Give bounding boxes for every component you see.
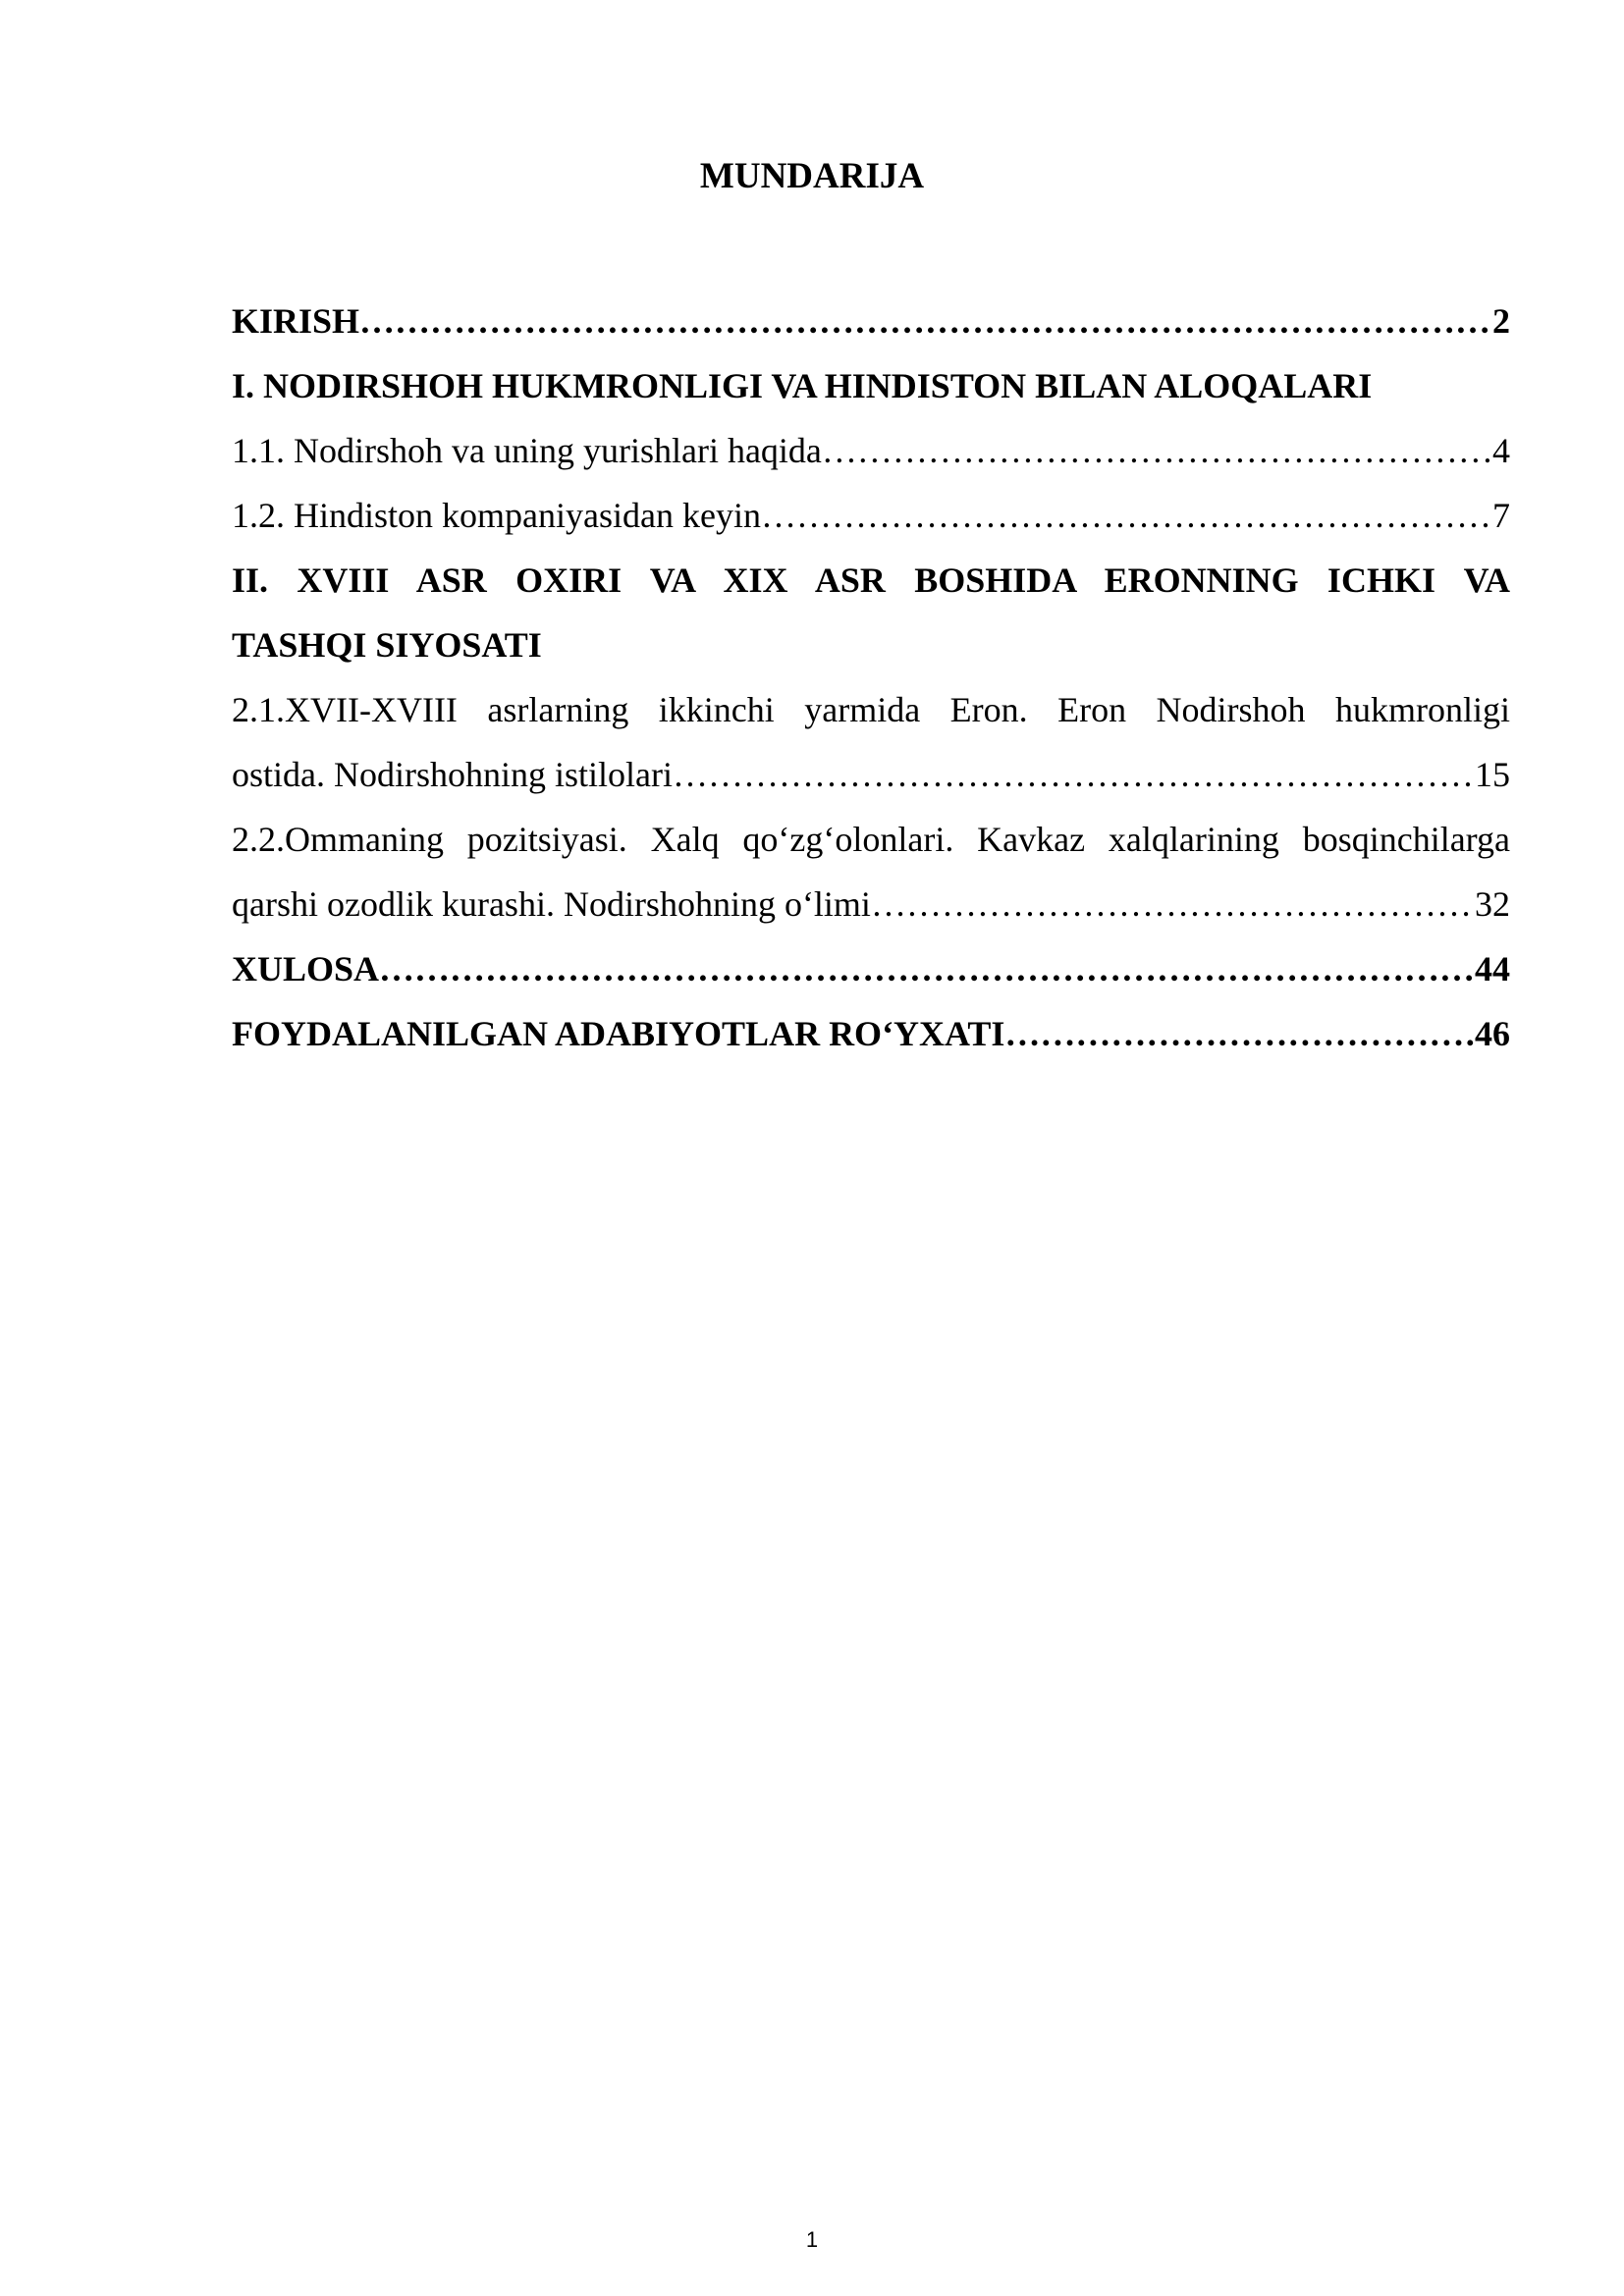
page-title: MUNDARIJA [699,156,925,196]
toc-entry-label: 2.2.Ommaning pozitsiyasi. Xalq qo‘zg‘olonlari. Kavkaz xalqlarining bosqinchilarga [232,820,1510,859]
toc-page-number: 44 [1475,949,1510,988]
toc-entry-label: 1.1. Nodirshoh va uning yurishlari haqida [232,431,822,470]
toc-entry-label: qarshi ozodlik kurashi. Nodirshohning o‘limi [232,884,871,924]
toc-leader-dots [1004,1001,1475,1066]
toc-page-number: 4 [1492,431,1510,470]
toc-entry-label: KIRISH [232,301,360,341]
toc-entry-label: 1.2. Hindiston kompaniyasidan keyin [232,496,761,535]
page-number: 1 [805,2227,819,2252]
toc-page-number: 2 [1492,301,1510,341]
toc-section-1-2[interactable] [232,483,1510,548]
toc-entry-label: FOYDALANILGAN ADABIYOTLAR RO‘YXATI [232,1014,1005,1053]
toc-section-2-1-line-1[interactable] [232,677,1510,742]
toc-page-number: 7 [1492,496,1510,535]
toc-section-2-2-line-2[interactable] [232,872,1510,936]
toc-section-2-2-line-1[interactable] [232,807,1510,872]
toc-chapter-label: II. XVIII ASR OXIRI VA XIX ASR BOSHIDA ERONNING ICHKI VA [232,561,1510,600]
toc-chapter-2-line-2[interactable] [232,613,1510,677]
toc-chapter-1[interactable] [232,353,1510,418]
toc-leader-dots [822,418,1492,483]
table-of-contents [232,289,1510,1066]
toc-chapter-2-line-1[interactable] [232,548,1510,613]
toc-page-number: 46 [1475,1014,1510,1053]
toc-entry-label: ostida. Nodirshohning istilolari [232,755,673,794]
toc-entry-adabiyotlar[interactable] [232,1001,1510,1066]
toc-leader-dots [673,742,1475,807]
toc-leader-dots [379,936,1475,1001]
toc-page-number: 15 [1475,755,1510,794]
toc-leader-dots [359,289,1492,353]
toc-entry-label: 2.1.XVII-XVIII asrlarning ikkinchi yarmida Eron. Eron Nodirshoh hukmronligi [232,690,1510,729]
toc-page-number: 32 [1475,884,1510,924]
toc-leader-dots [761,483,1492,548]
toc-section-2-1-line-2[interactable] [232,742,1510,807]
toc-chapter-label: TASHQI SIYOSATI [232,625,542,665]
toc-entry-xulosa[interactable] [232,936,1510,1001]
toc-entry-label: XULOSA [232,949,380,988]
toc-section-1-1[interactable] [232,418,1510,483]
toc-entry-kirish[interactable] [232,289,1510,353]
toc-leader-dots [871,872,1475,936]
toc-chapter-label: I. NODIRSHOH HUKMRONLIGI VA HINDISTON BILAN ALOQALARI [232,366,1373,405]
